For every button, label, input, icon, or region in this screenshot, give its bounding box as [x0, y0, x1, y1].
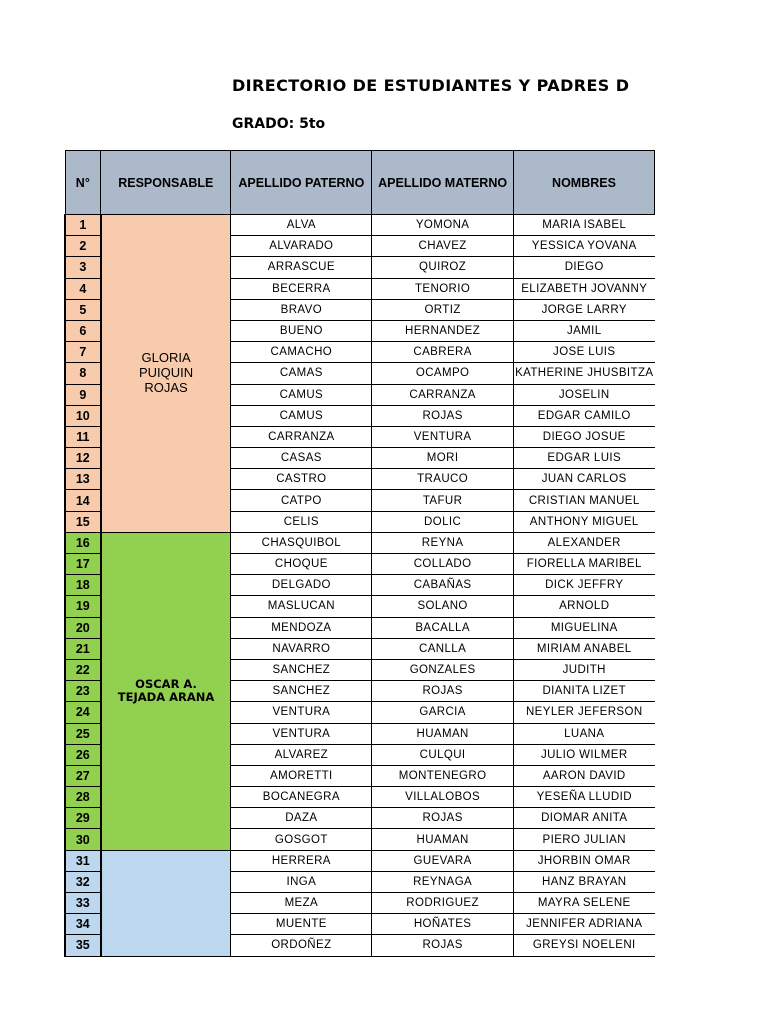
apellido-materno-cell[interactable]: HUAMAN [372, 829, 514, 850]
nombres-cell[interactable]: LUANA [514, 723, 655, 744]
row-number-cell[interactable]: 34 [65, 914, 101, 935]
nombres-cell[interactable]: AARON DAVID [514, 765, 655, 786]
apellido-materno-cell[interactable]: MONTENEGRO [372, 765, 514, 786]
nombres-cell[interactable]: NEYLER JEFERSON [514, 702, 655, 723]
header-nombres[interactable]: NOMBRES [514, 151, 655, 215]
apellido-materno-cell[interactable]: OCAMPO [372, 363, 514, 384]
apellido-materno-cell[interactable]: CANLLA [372, 638, 514, 659]
apellido-materno-cell[interactable]: COLLADO [372, 554, 514, 575]
row-number-cell[interactable]: 33 [65, 893, 101, 914]
header-row [65, 151, 655, 215]
apellido-materno-cell[interactable]: CHAVEZ [372, 236, 514, 257]
apellido-paterno-cell[interactable]: INGA [231, 871, 372, 892]
row-number-cell[interactable]: 27 [65, 765, 101, 786]
row-number-cell[interactable]: 2 [65, 236, 101, 257]
apellido-materno-cell[interactable]: RODRIGUEZ [372, 893, 514, 914]
apellido-materno-cell[interactable]: ROJAS [372, 935, 514, 956]
row-number-cell[interactable]: 3 [65, 257, 101, 278]
row-number-cell[interactable]: 22 [65, 659, 101, 680]
apellido-paterno-cell[interactable]: BUENO [231, 320, 372, 341]
apellido-materno-cell[interactable]: CABRERA [372, 342, 514, 363]
row-number-cell[interactable]: 21 [65, 638, 101, 659]
responsable-cell[interactable]: GLORIA PUIQUIN ROJAS [101, 215, 231, 533]
nombres-cell[interactable]: KATHERINE JHUSBITZA [514, 363, 655, 384]
nombres-cell[interactable]: HANZ BRAYAN [514, 871, 655, 892]
grade-label: GRADO: 5to [232, 116, 326, 132]
nombres-cell[interactable]: ARNOLD [514, 596, 655, 617]
row-number-cell[interactable]: 16 [65, 532, 101, 553]
apellido-paterno-cell[interactable]: GOSGOT [231, 829, 372, 850]
apellido-paterno-cell[interactable]: AMORETTI [231, 765, 372, 786]
nombres-cell[interactable]: JOSELIN [514, 384, 655, 405]
nombres-cell[interactable]: PIERO JULIAN [514, 829, 655, 850]
apellido-paterno-cell[interactable]: BECERRA [231, 278, 372, 299]
apellido-materno-cell[interactable]: YOMONA [372, 215, 514, 236]
row-number-cell[interactable]: 1 [65, 215, 101, 236]
apellido-materno-cell[interactable]: BACALLA [372, 617, 514, 638]
student-table [64, 150, 655, 957]
header-apellido-materno[interactable]: APELLIDO MATERNO [372, 151, 514, 215]
apellido-materno-cell[interactable]: VENTURA [372, 426, 514, 447]
header-apellido-paterno[interactable]: APELLIDO PATERNO [231, 151, 372, 215]
row-number-cell[interactable]: 17 [65, 554, 101, 575]
apellido-materno-cell[interactable]: GARCIA [372, 702, 514, 723]
table-row [65, 850, 655, 871]
row-number-cell[interactable]: 15 [65, 511, 101, 532]
nombres-cell[interactable]: JORGE LARRY [514, 299, 655, 320]
row-number-cell[interactable]: 12 [65, 448, 101, 469]
apellido-paterno-cell[interactable]: VENTURA [231, 723, 372, 744]
apellido-paterno-cell[interactable]: CATPO [231, 490, 372, 511]
nombres-cell[interactable]: DIEGO JOSUE [514, 426, 655, 447]
row-number-cell[interactable]: 31 [65, 850, 101, 871]
apellido-paterno-cell[interactable]: CELIS [231, 511, 372, 532]
nombres-cell[interactable]: ALEXANDER [514, 532, 655, 553]
nombres-cell[interactable]: JAMIL [514, 320, 655, 341]
apellido-paterno-cell[interactable]: MEZA [231, 893, 372, 914]
row-number-cell[interactable]: 18 [65, 575, 101, 596]
nombres-cell[interactable]: ANTHONY MIGUEL [514, 511, 655, 532]
apellido-materno-cell[interactable]: CULQUI [372, 744, 514, 765]
row-number-cell[interactable]: 28 [65, 787, 101, 808]
row-number-cell[interactable]: 25 [65, 723, 101, 744]
apellido-materno-cell[interactable]: HERNANDEZ [372, 320, 514, 341]
apellido-paterno-cell[interactable]: CASTRO [231, 469, 372, 490]
nombres-cell[interactable]: MIRIAM ANABEL [514, 638, 655, 659]
apellido-paterno-cell[interactable]: CAMUS [231, 405, 372, 426]
nombres-cell[interactable]: DIOMAR ANITA [514, 808, 655, 829]
row-number-cell[interactable]: 13 [65, 469, 101, 490]
student-directory-sheet [64, 150, 655, 951]
nombres-cell[interactable]: DICK JEFFRY [514, 575, 655, 596]
apellido-paterno-cell[interactable]: NAVARRO [231, 638, 372, 659]
row-number-cell[interactable]: 29 [65, 808, 101, 829]
nombres-cell[interactable]: EDGAR LUIS [514, 448, 655, 469]
nombres-cell[interactable]: EDGAR CAMILO [514, 405, 655, 426]
apellido-materno-cell[interactable]: TENORIO [372, 278, 514, 299]
apellido-materno-cell[interactable]: ORTIZ [372, 299, 514, 320]
nombres-cell[interactable]: MAYRA SELENE [514, 893, 655, 914]
apellido-paterno-cell[interactable]: CHASQUIBOL [231, 532, 372, 553]
row-number-cell[interactable]: 35 [65, 935, 101, 956]
apellido-paterno-cell[interactable]: DELGADO [231, 575, 372, 596]
nombres-cell[interactable]: GREYSI NOELENI [514, 935, 655, 956]
responsable-cell[interactable]: OSCAR A. TEJADA ARANA [101, 532, 231, 850]
apellido-materno-cell[interactable]: REYNAGA [372, 871, 514, 892]
apellido-materno-cell[interactable]: HOÑATES [372, 914, 514, 935]
row-number-cell[interactable]: 24 [65, 702, 101, 723]
apellido-materno-cell[interactable]: HUAMAN [372, 723, 514, 744]
nombres-cell[interactable]: FIORELLA MARIBEL [514, 554, 655, 575]
responsable-cell[interactable] [101, 850, 231, 956]
nombres-cell[interactable]: JOSE LUIS [514, 342, 655, 363]
apellido-paterno-cell[interactable]: MASLUCAN [231, 596, 372, 617]
row-number-cell[interactable]: 8 [65, 363, 101, 384]
table-row [65, 532, 655, 553]
apellido-paterno-cell[interactable]: HERRERA [231, 850, 372, 871]
nombres-cell[interactable]: DIEGO [514, 257, 655, 278]
apellido-paterno-cell[interactable]: CHOQUE [231, 554, 372, 575]
apellido-paterno-cell[interactable]: SANCHEZ [231, 681, 372, 702]
nombres-cell[interactable]: JULIO WILMER [514, 744, 655, 765]
row-number-cell[interactable]: 5 [65, 299, 101, 320]
apellido-paterno-cell[interactable]: ALVAREZ [231, 744, 372, 765]
row-number-cell[interactable]: 9 [65, 384, 101, 405]
apellido-paterno-cell[interactable]: MUENTE [231, 914, 372, 935]
row-number-cell[interactable]: 23 [65, 681, 101, 702]
apellido-paterno-cell[interactable]: CAMUS [231, 384, 372, 405]
page-title: DIRECTORIO DE ESTUDIANTES Y PADRES D [232, 76, 630, 95]
row-number-cell[interactable]: 10 [65, 405, 101, 426]
apellido-materno-cell[interactable]: SOLANO [372, 596, 514, 617]
apellido-paterno-cell[interactable]: CAMACHO [231, 342, 372, 363]
row-number-cell[interactable]: 32 [65, 871, 101, 892]
nombres-cell[interactable]: JUAN CARLOS [514, 469, 655, 490]
row-number-cell[interactable]: 20 [65, 617, 101, 638]
apellido-materno-cell[interactable]: QUIROZ [372, 257, 514, 278]
apellido-materno-cell[interactable]: CARRANZA [372, 384, 514, 405]
row-number-cell[interactable]: 19 [65, 596, 101, 617]
apellido-materno-cell[interactable]: VILLALOBOS [372, 787, 514, 808]
nombres-cell[interactable]: CRISTIAN MANUEL [514, 490, 655, 511]
apellido-materno-cell[interactable]: CABAÑAS [372, 575, 514, 596]
apellido-paterno-cell[interactable]: ARRASCUE [231, 257, 372, 278]
apellido-materno-cell[interactable]: REYNA [372, 532, 514, 553]
nombres-cell[interactable]: JENNIFER ADRIANA [514, 914, 655, 935]
apellido-materno-cell[interactable]: GUEVARA [372, 850, 514, 871]
nombres-cell[interactable]: ELIZABETH JOVANNY [514, 278, 655, 299]
header-responsable[interactable]: RESPONSABLE [101, 151, 231, 215]
apellido-paterno-cell[interactable]: DAZA [231, 808, 372, 829]
row-number-cell[interactable]: 30 [65, 829, 101, 850]
row-number-cell[interactable]: 11 [65, 426, 101, 447]
row-number-cell[interactable]: 14 [65, 490, 101, 511]
apellido-paterno-cell[interactable]: SANCHEZ [231, 659, 372, 680]
nombres-cell[interactable]: MARIA ISABEL [514, 215, 655, 236]
table-row [65, 215, 655, 236]
nombres-cell[interactable]: DIANITA LIZET [514, 681, 655, 702]
apellido-paterno-cell[interactable]: CASAS [231, 448, 372, 469]
apellido-paterno-cell[interactable]: ALVA [231, 215, 372, 236]
row-number-cell[interactable]: 4 [65, 278, 101, 299]
apellido-paterno-cell[interactable]: BOCANEGRA [231, 787, 372, 808]
nombres-cell[interactable]: JHORBIN OMAR [514, 850, 655, 871]
apellido-materno-cell[interactable]: GONZALES [372, 659, 514, 680]
apellido-paterno-cell[interactable]: CAMAS [231, 363, 372, 384]
header-num[interactable]: N° [65, 151, 101, 215]
apellido-paterno-cell[interactable]: ORDOÑEZ [231, 935, 372, 956]
row-number-cell[interactable]: 26 [65, 744, 101, 765]
apellido-paterno-cell[interactable]: BRAVO [231, 299, 372, 320]
apellido-paterno-cell[interactable]: CARRANZA [231, 426, 372, 447]
apellido-materno-cell[interactable]: MORI [372, 448, 514, 469]
apellido-materno-cell[interactable]: ROJAS [372, 808, 514, 829]
apellido-paterno-cell[interactable]: VENTURA [231, 702, 372, 723]
apellido-materno-cell[interactable]: DOLIC [372, 511, 514, 532]
apellido-paterno-cell[interactable]: ALVARADO [231, 236, 372, 257]
row-number-cell[interactable]: 7 [65, 342, 101, 363]
nombres-cell[interactable]: YESSICA YOVANA [514, 236, 655, 257]
apellido-paterno-cell[interactable]: MENDOZA [231, 617, 372, 638]
apellido-materno-cell[interactable]: ROJAS [372, 681, 514, 702]
apellido-materno-cell[interactable]: TRAUCO [372, 469, 514, 490]
apellido-materno-cell[interactable]: ROJAS [372, 405, 514, 426]
row-number-cell[interactable]: 6 [65, 320, 101, 341]
nombres-cell[interactable]: JUDITH [514, 659, 655, 680]
table-body [65, 215, 655, 957]
nombres-cell[interactable]: YESEÑA LLUDID [514, 787, 655, 808]
nombres-cell[interactable]: MIGUELINA [514, 617, 655, 638]
apellido-materno-cell[interactable]: TAFUR [372, 490, 514, 511]
